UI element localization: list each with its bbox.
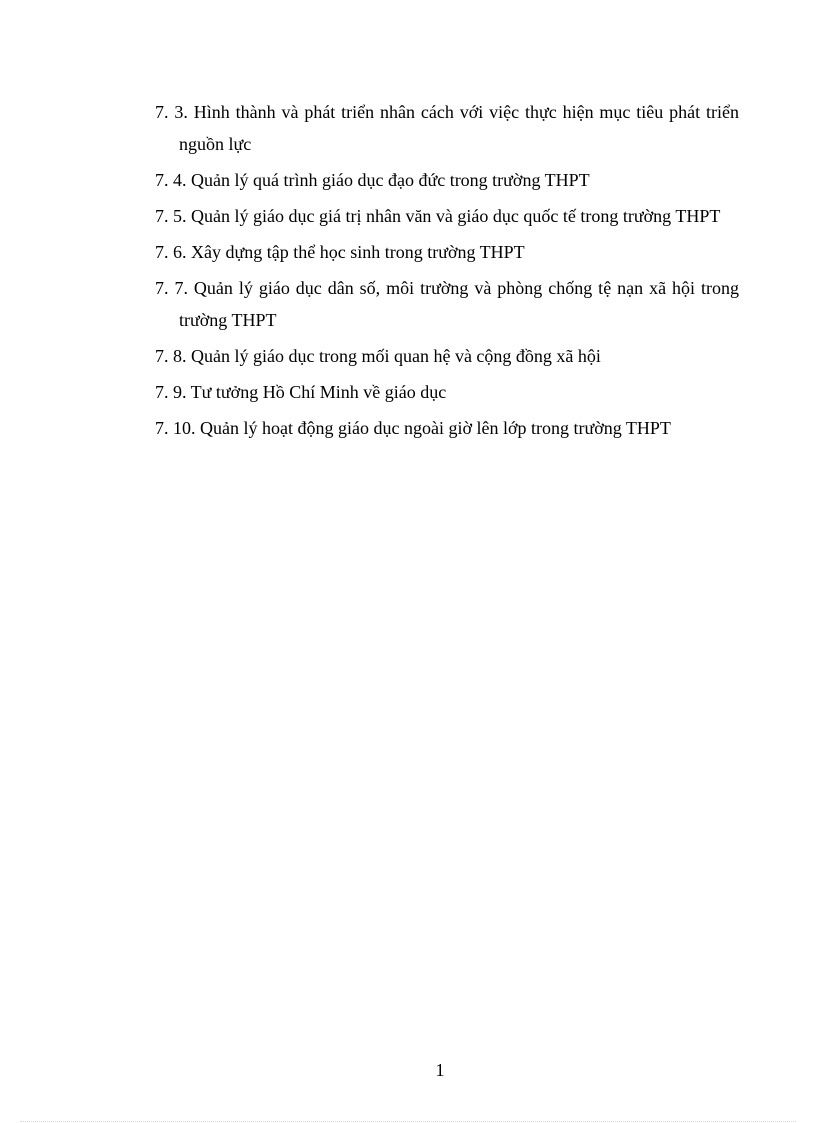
toc-item-7-7: 7. 7. Quản lý giáo dục dân số, môi trường và phòng chống tệ nạn xã hội trong trường THPT (155, 278, 739, 330)
toc-item-7-8: 7. 8. Quản lý giáo dục trong mối quan hệ và cộng đồng xã hội (155, 346, 601, 366)
toc-item-7-3: 7. 3. Hình thành và phát triển nhân cách với việc thực hiện mục tiêu phát triển nguồn lực (155, 102, 739, 154)
toc-item-7-6: 7. 6. Xây dựng tập thể học sinh trong trường THPT (155, 242, 525, 262)
page-number: 1 (435, 1060, 445, 1080)
page-bottom-divider (20, 1121, 796, 1122)
table-of-contents (155, 96, 739, 448)
toc-item-7-10: 7. 10. Quản lý hoạt động giáo dục ngoài giờ lên lớp trong trường THPT (155, 418, 671, 438)
toc-item-7-9: 7. 9. Tư tưởng Hồ Chí Minh về giáo dục (155, 382, 447, 402)
toc-item-7-4: 7. 4. Quản lý quá trình giáo dục đạo đức trong trường THPT (155, 170, 590, 190)
toc-item-7-5: 7. 5. Quản lý giáo dục giá trị nhân văn và giáo dục quốc tế trong trường THPT (155, 206, 721, 226)
